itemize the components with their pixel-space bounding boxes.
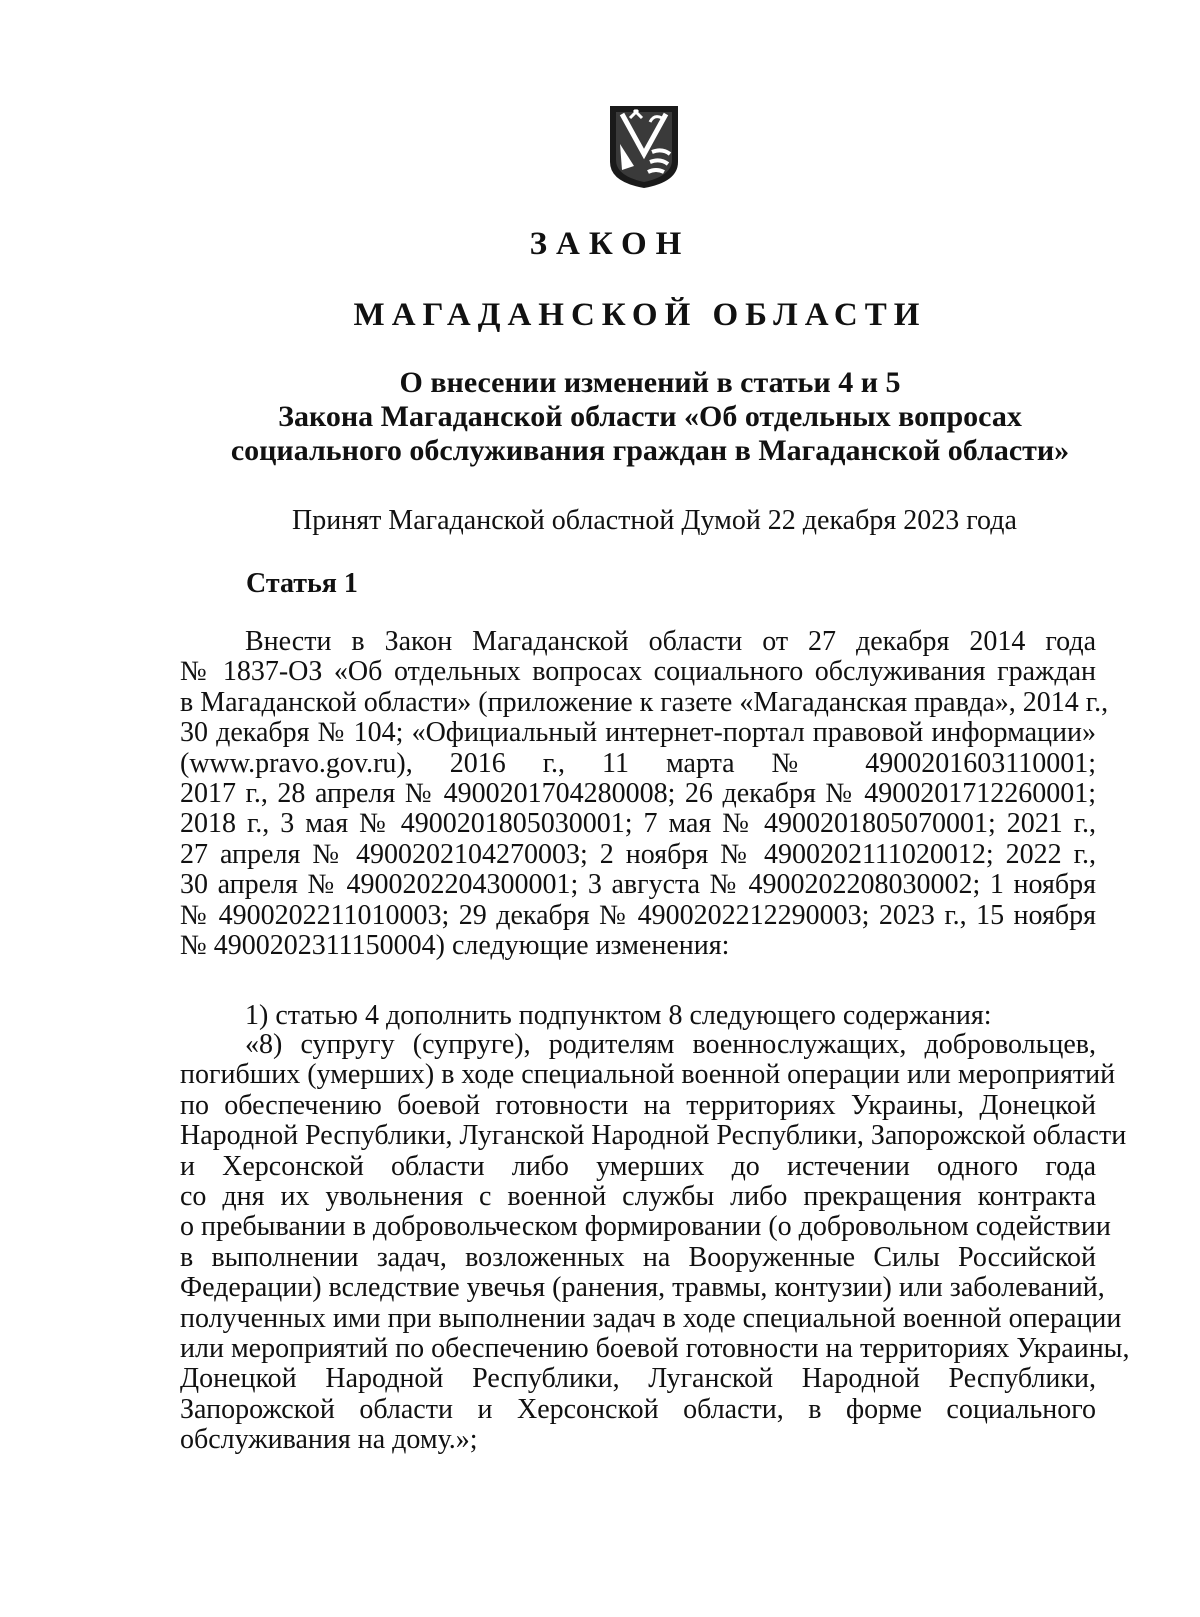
paragraph-line: по обеспечению боевой готовности на территориях Украины, Донецкой (180, 1089, 1096, 1121)
paragraph-line: полученных ими при выполнении задач в ходе специальной военной операции (180, 1302, 1122, 1334)
adoption-note: Принят Магаданской областной Думой 22 декабря 2023 года (292, 505, 1017, 536)
paragraph-line: обслуживания на дому.»; (180, 1424, 478, 1456)
paragraph-line: № 1837-ОЗ «Об отдельных вопросах социального обслуживания граждан (180, 656, 1096, 688)
law-title: ЗАКОН (529, 226, 691, 262)
paragraph-line: погибших (умерших) в ходе специальной военной операции или мероприятий (180, 1059, 1116, 1091)
paragraph-line: о пребывании в добровольческом формировании (о добровольном содействии (180, 1211, 1111, 1243)
paragraph-line: Внести в Закон Магаданской области от 27 декабря 2014 года (245, 626, 1096, 657)
paragraph-line: Народной Республики, Луганской Народной Республики, Запорожской области (180, 1120, 1127, 1152)
paragraph-line: № 4900202211010003; 29 декабря № 4900202212290003; 2023 г., 15 ноября (180, 899, 1096, 931)
paragraph-line: (www.pravo.gov.ru), 2016 г., 11 марта № 4900201603110001; (180, 747, 1096, 779)
article-paragraph (180, 626, 1109, 961)
paragraph-line: и Херсонской области либо умерших до истечении одного года (180, 1150, 1096, 1182)
paragraph-line: Федерации) вследствие увечья (ранения, травмы, контузии) или заболеваний, (180, 1272, 1105, 1304)
paragraph-line: Донецкой Народной Республики, Луганской Народной Республики, (180, 1363, 1096, 1395)
paragraph-line: 27 апреля № 4900202104270003; 2 ноября № 4900202111020012; 2022 г., (180, 838, 1096, 870)
subtitle-line: социального обслуживания граждан в Магаданской области» (230, 434, 1070, 467)
paragraph-line: или мероприятий по обеспечению боевой готовности на территориях Украины, (180, 1332, 1130, 1364)
amendment-item: 1) статью 4 дополнить подпунктом 8 следующего содержания: (245, 1000, 992, 1031)
paragraph-line: 2018 г., 3 мая № 4900201805030001; 7 мая № 4900201805070001; 2021 г., (180, 808, 1096, 840)
law-region: МАГАДАНСКОЙ ОБЛАСТИ (353, 297, 927, 333)
law-subtitle (180, 366, 1120, 468)
coat-of-arms-icon (608, 104, 680, 190)
amendment-text (180, 1029, 1130, 1456)
paragraph-line: «8) супругу (супруге), родителям военнослужащих, добровольцев, (245, 1029, 1096, 1060)
paragraph-line: № 4900202311150004) следующие изменения: (180, 929, 730, 961)
paragraph-line: в Магаданской области» (приложение к газете «Магаданская правда», 2014 г., (180, 686, 1109, 718)
subtitle-line: О внесении изменений в статьи 4 и 5 (399, 366, 901, 399)
article-heading: Статья 1 (246, 568, 358, 599)
paragraph-line: в выполнении задач, возложенных на Вооруженные Силы Российской (180, 1241, 1096, 1273)
paragraph-line: 30 декабря № 104; «Официальный интернет-портал правовой информации» (180, 717, 1096, 749)
paragraph-line: 2017 г., 28 апреля № 4900201704280008; 26 декабря № 4900201712260001; (180, 777, 1096, 809)
paragraph-line: 30 апреля № 4900202204300001; 3 августа № 4900202208030002; 1 ноября (180, 869, 1096, 901)
subtitle-line: Закона Магаданской области «Об отдельных вопросах (278, 400, 1022, 433)
paragraph-line: со дня их увольнения с военной службы либо прекращения контракта (180, 1180, 1096, 1212)
paragraph-line: Запорожской области и Херсонской области, в форме социального (180, 1393, 1096, 1425)
